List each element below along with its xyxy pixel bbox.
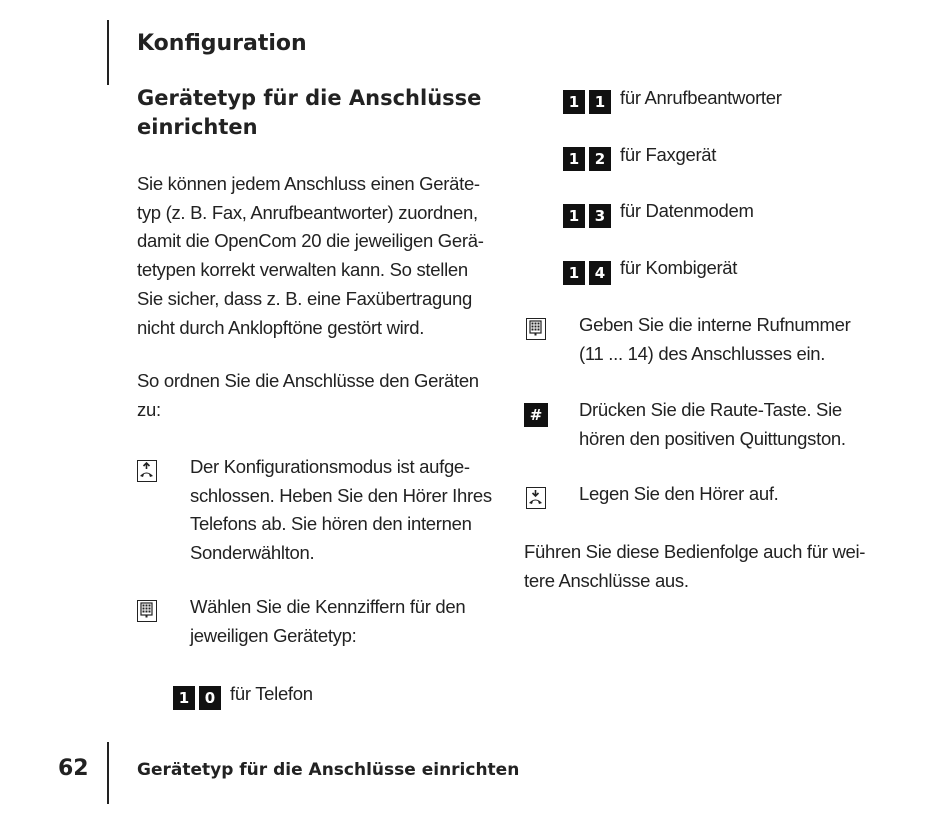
- step-enter-number-text: [579, 311, 850, 368]
- handset-hang-up-icon: [526, 487, 546, 509]
- text-line: So ordnen Sie die Anschlüsse den Geräten: [137, 370, 479, 391]
- step-lift-handset-text: [190, 453, 492, 568]
- key-digit: 1: [563, 90, 585, 114]
- key-digit: 0: [199, 686, 221, 710]
- key-digit: 1: [563, 204, 585, 228]
- text-line: damit die OpenCom 20 die jeweiligen Gerä-: [137, 230, 484, 252]
- text-line: nicht durch Anklopftöne gestört wird.: [137, 316, 425, 338]
- keypad-icon: [137, 600, 157, 622]
- key-digit: 3: [589, 204, 611, 228]
- key-digit: 1: [173, 686, 195, 710]
- text-line: Geben Sie die interne Rufnummer: [579, 314, 851, 335]
- section-title-line-2: einrichten: [137, 115, 258, 139]
- text-line: tere Anschlüsse aus.: [524, 569, 689, 591]
- page-header-title: Konfiguration: [137, 31, 307, 56]
- assign-paragraph: [137, 367, 479, 424]
- text-line: zu:: [137, 398, 161, 420]
- key-digit: 4: [589, 261, 611, 285]
- code-label-telefon: für Telefon: [230, 683, 313, 704]
- code-label-faxgeraet: für Faxgerät: [620, 144, 717, 165]
- key-digit: 1: [589, 90, 611, 114]
- section-title-line-1: Gerätetyp für die Anschlüsse: [137, 86, 482, 110]
- section-title: [137, 84, 481, 142]
- closing-paragraph: [524, 538, 865, 595]
- key-digit: 1: [563, 261, 585, 285]
- text-line: Führen Sie diese Bedienfolge auch für wei-: [524, 541, 866, 562]
- footer-rule: [107, 742, 109, 804]
- text-line: Sie können jedem Anschluss einen Geräte-: [137, 173, 480, 194]
- text-line: typ (z. B. Fax, Anrufbeantworter) zuordnen,: [137, 201, 478, 223]
- code-label-anrufbeantworter: für Anrufbeantworter: [620, 87, 782, 108]
- header-rule: [107, 20, 109, 85]
- step-press-hash-text: [579, 396, 846, 453]
- step-dial-codes-text: [190, 593, 465, 650]
- text-line: Sie sicher, dass z. B. eine Faxübertragung: [137, 287, 472, 309]
- hash-key-icon: #: [524, 403, 548, 427]
- code-label-datenmodem: für Datenmodem: [620, 200, 754, 221]
- text-line: schlossen. Heben Sie den Hörer Ihres: [190, 484, 492, 506]
- key-digit: 2: [589, 147, 611, 171]
- code-label-kombigeraet: für Kombigerät: [620, 257, 738, 278]
- intro-paragraph: [137, 170, 484, 342]
- handset-lift-icon: [137, 460, 157, 482]
- text-line: Telefons ab. Sie hören den internen: [190, 513, 472, 535]
- text-line: Sonderwählton.: [190, 542, 315, 564]
- text-line: jeweiligen Gerätetyp:: [190, 624, 357, 646]
- text-line: tetypen korrekt verwalten kann. So stellen: [137, 259, 468, 281]
- text-line: hören den positiven Quittungston.: [579, 427, 846, 449]
- text-line: (11 ... 14) des Anschlusses ein.: [579, 342, 826, 364]
- text-line: Drücken Sie die Raute-Taste. Sie: [579, 399, 842, 420]
- text-line: Der Konfigurationsmodus ist aufge-: [190, 456, 470, 477]
- footer-title: Gerätetyp für die Anschlüsse einrichten: [137, 760, 520, 780]
- text-line: Legen Sie den Hörer auf.: [579, 483, 779, 504]
- step-hang-up-text: [579, 480, 779, 509]
- key-digit: 1: [563, 147, 585, 171]
- keypad-icon: [526, 318, 546, 340]
- page-number: 62: [58, 756, 89, 781]
- text-line: Wählen Sie die Kennziffern für den: [190, 596, 466, 617]
